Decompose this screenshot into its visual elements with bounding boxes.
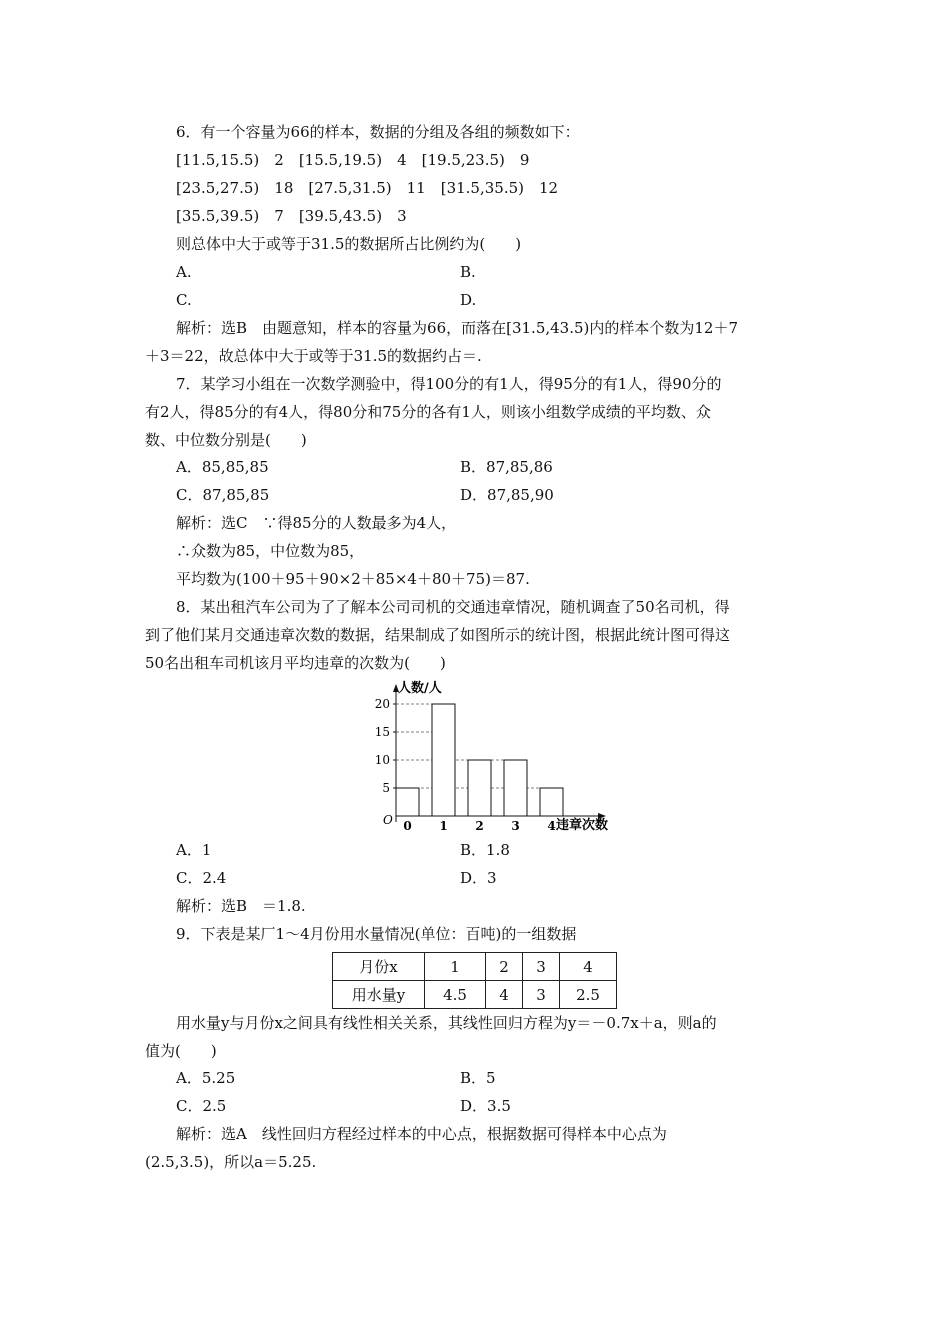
q9-solution-cont: (2.5,3.5)，所以a＝5.25. [145, 1153, 317, 1171]
q6-data-row: [23.5,27.5) 18 [27.5,31.5) 11 [31.5,35.5) 12 [176, 179, 559, 197]
table-cell: 1 [425, 953, 486, 981]
x-tick-label: 1 [439, 819, 448, 833]
q9-solution: 解析：选A 线性回归方程经过样本的中心点，根据数据可得样本中心点为 [176, 1125, 667, 1143]
q9-stem: 9．下表是某厂1～4月份用水量情况(单位：百吨)的一组数据 [176, 925, 577, 943]
q6-solution-cont: ＋3＝22，故总体中大于或等于31.5的数据约占＝. [145, 347, 482, 365]
x-tick-label: 0 [403, 819, 412, 833]
q8-option-c: C．2.4 [176, 869, 227, 887]
q6-data-row: [35.5,39.5) 7 [39.5,43.5) 3 [176, 207, 407, 225]
bar-3 [504, 760, 527, 816]
q7-stem-cont: 有2人，得85分的有4人，得80分和75分的各有1人，则该小组数学成绩的平均数、众 [145, 403, 711, 421]
q9-option-a: A．5.25 [176, 1069, 236, 1087]
table-cell: 2 [486, 953, 523, 981]
q6-solution: 解析：选B 由题意知，样本的容量为66，而落在[31.5,43.5)内的样本个数为12＋7 [176, 319, 739, 337]
y-axis-label: 人数/人 [398, 681, 442, 696]
table-row [333, 981, 617, 1009]
q8-stem-cont: 到了他们某月交通违章次数的数据，结果制成了如图所示的统计图，根据此统计图可得这 [145, 626, 731, 644]
y-tick-label: 15 [374, 725, 390, 739]
q8-stem: 8．某出租汽车公司为了了解本公司司机的交通违章情况，随机调查了50名司机，得 [176, 598, 730, 616]
q8-stem-cont: 50名出租车司机该月平均违章的次数为( ) [145, 654, 446, 672]
x-axis-label: 违章次数 [556, 818, 609, 833]
q9-option-b: B．5 [460, 1069, 496, 1087]
bar-1 [432, 704, 455, 816]
x-tick-label: 2 [475, 819, 484, 833]
q8-option-d: D．3 [460, 869, 497, 887]
q6-option-b: B. [460, 263, 476, 281]
q9-stem-cont: 值为( ) [145, 1042, 217, 1060]
bar-0 [396, 788, 419, 816]
q7-solution-line: ∴众数为85，中位数为85， [176, 542, 365, 560]
table-cell: 3 [523, 981, 560, 1009]
q6-question: 则总体中大于或等于31.5的数据所占比例约为( ) [176, 235, 522, 253]
q6-data-row: [11.5,15.5) 2 [15.5,19.5) 4 [19.5,23.5) 9 [176, 151, 530, 169]
table-cell: 4 [486, 981, 523, 1009]
table-header-cell: 用水量y [333, 981, 425, 1009]
table-cell: 4 [560, 953, 617, 981]
q7-stem-cont: 数、中位数分别是( ) [145, 431, 307, 449]
origin-label: O [383, 813, 393, 827]
y-tick-labels [375, 697, 396, 795]
q7-stem: 7．某学习小组在一次数学测验中，得100分的有1人，得95分的有1人，得90分的 [176, 375, 722, 393]
q7-option-c: C．87,85,85 [176, 486, 270, 504]
q6-option-d: D. [460, 291, 477, 309]
y-tick-label: 5 [382, 781, 390, 795]
q7-option-b: B．87,85,86 [460, 458, 553, 476]
q8-option-a: A．1 [176, 841, 212, 859]
q9-stem-cont: 用水量y与月份x之间具有线性相关关系，其线性回归方程为y＝－0.7x＋a，则a的 [176, 1014, 717, 1032]
table-cell: 2.5 [560, 981, 617, 1009]
y-tick-label: 10 [374, 753, 390, 767]
table-cell: 4.5 [425, 981, 486, 1009]
x-tick-labels [403, 819, 555, 833]
table-row [333, 953, 617, 981]
table-cell: 3 [523, 953, 560, 981]
q6-option-a: A. [176, 263, 192, 281]
q7-solution-line: 平均数为(100＋95＋90×2＋85×4＋80＋75)＝87. [176, 570, 530, 588]
q8-option-b: B．1.8 [460, 841, 510, 859]
x-tick-label: 3 [511, 819, 520, 833]
violation-bar-chart [360, 676, 620, 836]
y-tick-label: 20 [374, 697, 390, 711]
q7-option-d: D．87,85,90 [460, 486, 554, 504]
water-usage-table [332, 952, 617, 1009]
q7-option-a: A．85,85,85 [176, 458, 269, 476]
bar-2 [468, 760, 491, 816]
q9-option-d: D．3.5 [460, 1097, 511, 1115]
q6-stem: 6．有一个容量为66的样本，数据的分组及各组的频数如下： [176, 123, 580, 141]
q6-option-c: C. [176, 291, 192, 309]
x-tick-label: 4 [547, 819, 556, 833]
q9-option-c: C．2.5 [176, 1097, 227, 1115]
table-header-cell: 月份x [333, 953, 425, 981]
bar-4 [540, 788, 563, 816]
q7-solution: 解析：选C ∵得85分的人数最多为4人， [176, 514, 457, 532]
q8-solution: 解析：选B ＝1.8. [176, 897, 306, 915]
